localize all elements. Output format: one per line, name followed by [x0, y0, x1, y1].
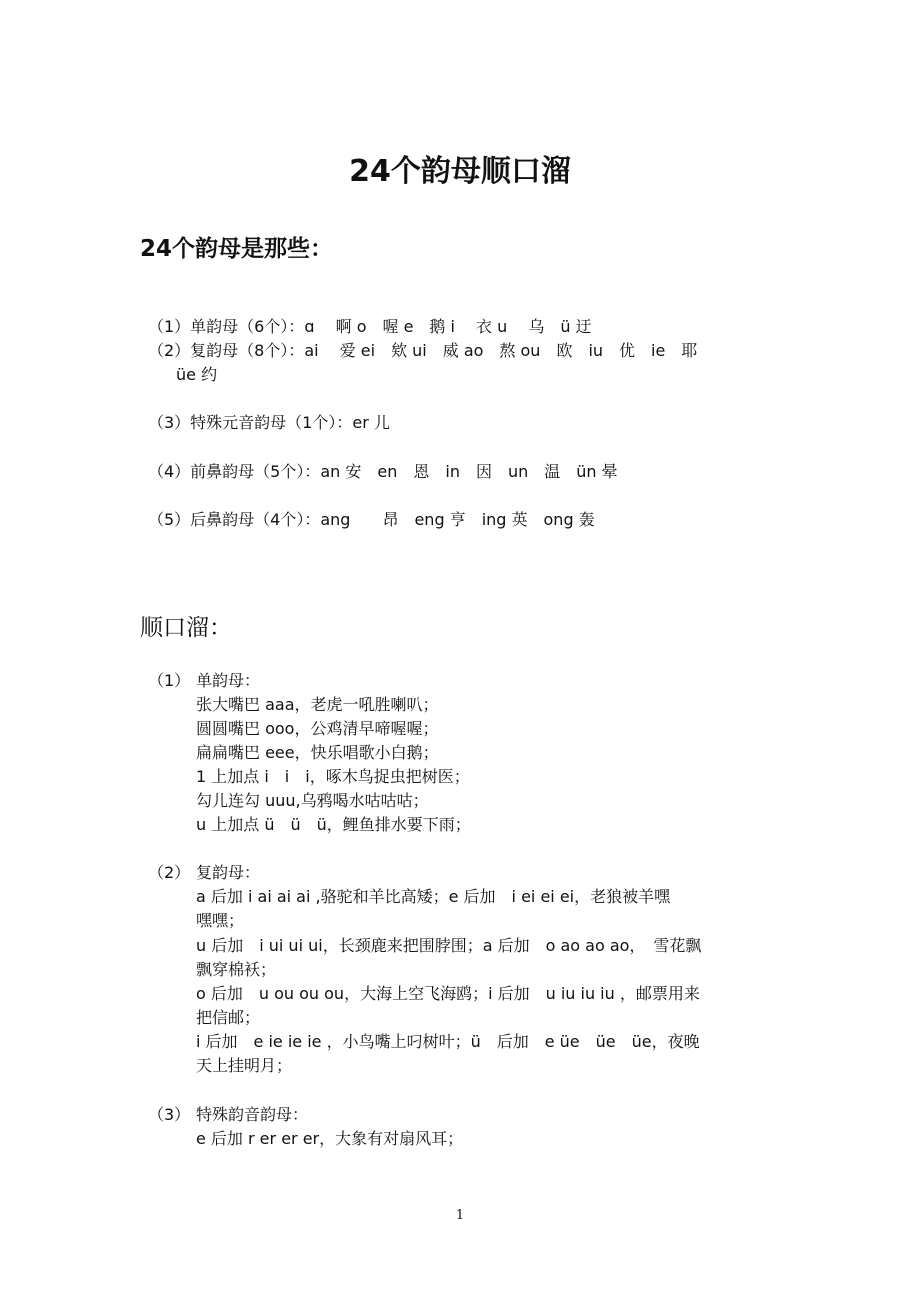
rhyme-line: 飘穿棉袄；: [196, 960, 277, 979]
rhyme-line: a 后加 i ai ai ai ,骆驼和羊比高矮；e 后加 i ei ei ei，老狼被羊嘿: [196, 887, 671, 906]
rhyme-line: 1 上加点 i i i，啄木鸟捉虫把树医；: [196, 767, 470, 786]
finals-item-special: （3）特殊元音韵母（1个）：er 儿: [148, 413, 390, 432]
finals-item-back-nasal: （5）后鼻韵母（4个）：ang 昂 eng 亨 ing 英 ong 轰: [148, 510, 595, 529]
rhyme-line: 嘿嘿；: [196, 911, 245, 930]
group-number: （1）: [148, 671, 191, 690]
rhyme-line: 把信邮；: [196, 1008, 261, 1027]
rhyme-line: o 后加 u ou ou ou，大海上空飞海鸥；i 后加 u iu iu iu ，邮票用来: [196, 984, 700, 1003]
rhyme-line: 天上挂明月；: [196, 1056, 293, 1075]
finals-item-single: （1）单韵母（6个）：ɑ 啊 o 喔 e 鹅 i 衣 u 乌 ü 迂: [148, 317, 592, 336]
finals-item-compound-cont: üe 约: [176, 365, 218, 384]
group-number: （2）: [148, 863, 191, 882]
rhyme-line: 圆圆嘴巴 ooo，公鸡清早啼喔喔；: [196, 719, 439, 738]
rhyme-line: e 后加 r er er er，大象有对扇风耳；: [196, 1129, 464, 1148]
finals-item-compound: （2）复韵母（8个）：ai 爱 ei 欸 ui 威 ao 熬 ou 欧 iu 优 ie 耶: [148, 341, 698, 360]
group-number: （3）: [148, 1105, 191, 1124]
section-heading-finals-list: 24个韵母是那些：: [140, 236, 334, 262]
rhyme-line: 扁扁嘴巴 eee，快乐唱歌小白鹅；: [196, 743, 439, 762]
page-number: 1: [455, 1208, 465, 1223]
rhyme-line: 勾儿连勾 uuu,乌鸦喝水咕咕咕；: [196, 791, 429, 810]
group-title: 单韵母：: [196, 671, 261, 690]
rhyme-line: u 上加点 ü ü ü，鲤鱼排水要下雨；: [196, 815, 471, 834]
page-title: 24个韵母顺口溜: [349, 154, 571, 189]
finals-item-front-nasal: （4）前鼻韵母（5个）：an 安 en 恩 in 因 un 温 ün 晕: [148, 462, 618, 481]
section-heading-rhymes: 顺口溜：: [140, 615, 232, 641]
rhyme-line: i 后加 e ie ie ie ，小鸟嘴上叼树叶；ü 后加 e üe üe üe，夜晚: [196, 1032, 700, 1051]
rhyme-line: u 后加 i ui ui ui，长颈鹿来把围脖围；a 后加 o ao ao ao， 雪花飘: [196, 936, 702, 955]
rhyme-line: 张大嘴巴 aaa，老虎一吼胜喇叭；: [196, 695, 439, 714]
group-title: 复韵母：: [196, 863, 261, 882]
group-title: 特殊韵音韵母：: [196, 1105, 309, 1124]
